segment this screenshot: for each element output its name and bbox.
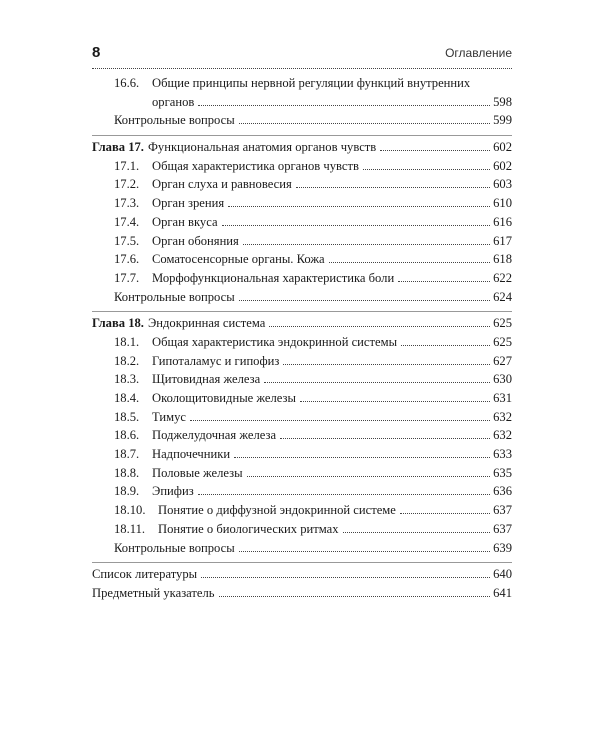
entry-title-line2 — [152, 95, 512, 114]
page-ref: 598 — [493, 94, 512, 109]
dot-leader — [234, 457, 490, 458]
page-ref: 632 — [493, 428, 512, 443]
page-ref: 637 — [493, 503, 512, 518]
dot-leader — [296, 187, 490, 188]
toc-entry — [92, 354, 512, 373]
chapter-title: Эндокринная система — [147, 316, 266, 331]
entry-title: Орган слуха и равновесия — [152, 177, 292, 192]
entry-title: Понятие о диффузной эндокринной системе — [158, 503, 396, 518]
page-header — [92, 44, 512, 68]
entry-title: Половые железы — [152, 465, 243, 480]
page-ref: 618 — [493, 252, 512, 267]
toc-entry — [92, 372, 512, 391]
review-questions-entry — [92, 290, 512, 309]
dot-leader — [228, 206, 490, 207]
toc-entry — [92, 252, 512, 271]
toc-entry — [92, 159, 512, 178]
chapter-title: Функциональная анатомия органов чувств — [147, 140, 377, 155]
dot-leader — [401, 345, 490, 346]
page-ref: 610 — [493, 196, 512, 211]
toc-entry — [92, 271, 512, 290]
entry-number: 17.4. — [114, 214, 140, 229]
dot-leader — [329, 262, 490, 263]
dot-leader — [239, 300, 490, 301]
toc-entry — [92, 391, 512, 410]
page-ref: 633 — [493, 447, 512, 462]
chapter-label: Глава 18. — [92, 316, 144, 331]
entry-title: Орган зрения — [152, 196, 225, 211]
back-matter-entry — [92, 586, 512, 605]
page-ref: 631 — [493, 391, 512, 405]
toc-entry — [92, 177, 512, 196]
review-questions-entry — [92, 113, 512, 132]
dot-leader — [283, 364, 490, 365]
page-ref: 599 — [493, 113, 512, 128]
entry-number: 18.8. — [114, 465, 140, 480]
chapter-row — [92, 316, 512, 335]
entry-title: Гипоталамус и гипофиз — [152, 353, 280, 368]
dot-leader — [222, 225, 491, 226]
entry-title: Контрольные вопросы — [114, 113, 235, 128]
page-ref: 603 — [493, 177, 512, 192]
toc-entry — [92, 428, 512, 447]
entry-number: 16.6. — [114, 76, 140, 90]
entry-number: 17.1. — [114, 158, 140, 173]
dot-leader — [300, 401, 490, 402]
entry-number: 18.9. — [114, 484, 140, 499]
entry-number: 18.10. — [114, 503, 146, 518]
entry-title: Орган вкуса — [152, 214, 218, 229]
dot-leader — [264, 382, 490, 383]
dot-leader — [269, 326, 490, 327]
entry-title: Поджелудочная железа — [152, 428, 277, 443]
entry-title: Предметный указатель — [92, 585, 215, 600]
entry-title: Морфофункциональная характеристика боли — [152, 270, 395, 285]
toc-entry — [92, 76, 512, 113]
header-dotted-rule — [92, 68, 512, 69]
page-ref: 602 — [493, 140, 512, 155]
entry-number: 17.6. — [114, 252, 140, 267]
dot-leader — [363, 169, 490, 170]
dot-leader — [380, 150, 490, 151]
page-ref: 624 — [493, 289, 512, 304]
dot-leader — [198, 494, 490, 495]
entry-number: 18.4. — [114, 391, 140, 405]
back-matter-entry — [92, 567, 512, 586]
dot-leader — [201, 577, 490, 578]
entry-title: Эпифиз — [152, 484, 194, 499]
toc-entry — [92, 410, 512, 429]
toc-entry — [92, 335, 512, 354]
entry-title: Общая характеристика органов чувств — [152, 158, 359, 173]
page-ref: 625 — [493, 334, 512, 349]
page-ref: 635 — [493, 465, 512, 480]
entry-title: Общие принципы нервной регуляции функций внутренних — [152, 76, 471, 90]
dot-leader — [343, 532, 491, 533]
entry-number: 17.3. — [114, 196, 140, 211]
page-ref: 637 — [493, 521, 512, 536]
entry-title: Контрольные вопросы — [114, 289, 235, 304]
chapter-label: Глава 17. — [92, 140, 144, 155]
entry-title: Щитовидная железа — [152, 372, 261, 387]
page-ref: 632 — [493, 409, 512, 424]
entry-number: 17.5. — [114, 233, 140, 248]
entry-number: 18.2. — [114, 353, 140, 368]
toc-entry — [92, 484, 512, 503]
page-ref: 636 — [493, 484, 512, 499]
toc-entry — [92, 522, 512, 541]
page-ref: 616 — [493, 214, 512, 229]
dot-leader — [400, 513, 490, 514]
entry-body — [152, 76, 512, 113]
dot-leader — [280, 438, 490, 439]
section-divider — [92, 135, 512, 136]
toc-entry — [92, 234, 512, 253]
page-ref: 625 — [493, 316, 512, 331]
dot-leader — [198, 105, 490, 106]
toc-entry — [92, 215, 512, 234]
entry-number: 18.5. — [114, 409, 140, 424]
dot-leader — [190, 420, 490, 421]
toc-entry — [92, 196, 512, 215]
running-title: Оглавление — [445, 46, 512, 60]
review-questions-entry — [92, 541, 512, 560]
section-divider — [92, 562, 512, 563]
toc-entry — [92, 503, 512, 522]
page-number: 8 — [92, 44, 101, 61]
entry-number: 18.7. — [114, 447, 140, 462]
dot-leader — [243, 244, 490, 245]
entry-title: Околощитовидные железы — [152, 391, 296, 405]
entry-title-cont: органов — [152, 94, 195, 109]
dot-leader — [239, 123, 490, 124]
entry-title: Общая характеристика эндокринной системы — [152, 334, 398, 349]
entry-number: 18.3. — [114, 372, 140, 387]
entry-number: 18.6. — [114, 428, 140, 443]
page-ref: 627 — [493, 353, 512, 368]
entry-title: Контрольные вопросы — [114, 540, 235, 555]
dot-leader — [239, 551, 490, 552]
entry-title: Тимус — [152, 409, 186, 424]
section-divider — [92, 311, 512, 312]
page-ref: 630 — [493, 372, 512, 387]
entry-title: Понятие о биологических ритмах — [158, 521, 339, 536]
entry-number: 17.7. — [114, 270, 140, 285]
toc-entry — [92, 466, 512, 485]
entry-number: 17.2. — [114, 177, 140, 192]
page-ref: 641 — [493, 585, 512, 600]
page-ref: 639 — [493, 540, 512, 555]
entry-number: 18.11. — [114, 521, 146, 536]
page-ref: 640 — [493, 567, 512, 582]
entry-title: Список литературы — [92, 567, 198, 582]
entry-title: Соматосенсорные органы. Кожа — [152, 252, 325, 267]
dot-leader — [219, 596, 491, 597]
page-ref: 617 — [493, 233, 512, 248]
chapter-row — [92, 140, 512, 159]
page-ref: 622 — [493, 270, 512, 285]
entry-title: Надпочечники — [152, 447, 231, 462]
entry-number: 18.1. — [114, 334, 140, 349]
toc-entry — [92, 447, 512, 466]
table-of-contents — [92, 76, 512, 605]
entry-title-line1 — [152, 76, 512, 95]
dot-leader — [398, 281, 490, 282]
page-ref: 602 — [493, 158, 512, 173]
dot-leader — [247, 476, 491, 477]
entry-title: Орган обоняния — [152, 233, 239, 248]
